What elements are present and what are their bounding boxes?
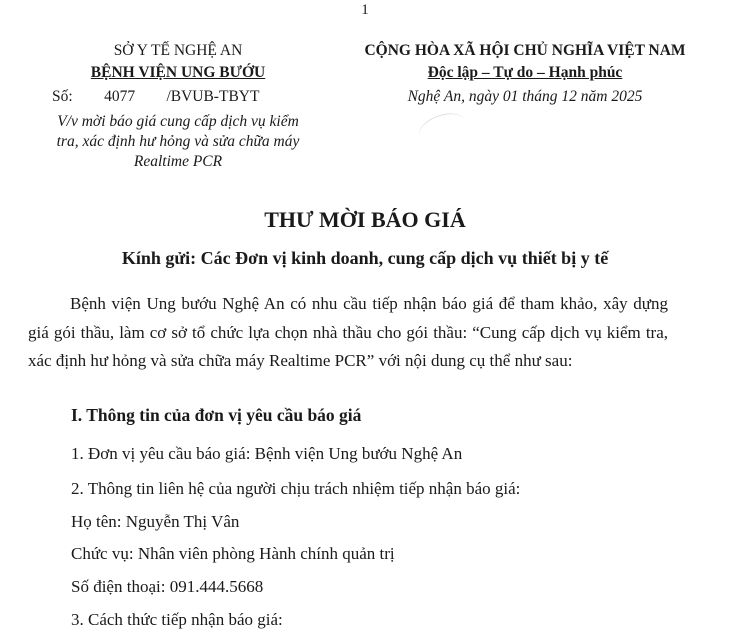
doc-number <box>52 88 259 106</box>
intro-paragraph: Bệnh viện Ung bướu Nghệ An có nhu cầu tiếp nhận báo giá để tham khảo, xây dựng giá gói thầu, làm cơ sở tổ chức lựa chọn nhà thầu cho gói thầu: “Cung cấp dịch vụ kiểm tra, xác định hư hỏng và sửa chữa máy Realtime PCR” với nội dung cụ thể như sau: <box>28 294 668 370</box>
document-title: THƯ MỜI BÁO GIÁ <box>264 207 466 232</box>
contact-name: Họ tên: Nguyễn Thị Vân <box>71 512 240 531</box>
nation-heading: CỘNG HÒA XÃ HỘI CHỦ NGHĨA VIỆT NAM <box>364 42 686 59</box>
hospital-name: BỆNH VIỆN UNG BƯỚU <box>90 64 266 81</box>
doc-number-suffix: /BVUB-TBYT <box>166 88 260 105</box>
subject-line-2: tra, xác định hư hỏng và sửa chữa máy <box>56 133 300 150</box>
section-1-heading: I. Thông tin của đơn vị yêu cầu báo giá <box>71 405 362 425</box>
motto: Độc lập – Tự do – Hạnh phúc <box>427 64 623 81</box>
section-1-item-3: 3. Cách thức tiếp nhận báo giá: <box>71 610 283 629</box>
place-date: Nghệ An, ngày 01 tháng 12 năm 2025 <box>407 88 643 105</box>
section-1-item-2: 2. Thông tin liên hệ của người chịu trách nhiệm tiếp nhận báo giá: <box>71 479 521 498</box>
faint-mark <box>415 108 469 150</box>
page-number: 1 <box>361 2 369 18</box>
subject-line-3: Realtime PCR <box>133 153 223 170</box>
doc-number-value: 4077 <box>104 88 136 105</box>
contact-phone: Số điện thoại: 091.444.5668 <box>71 577 264 596</box>
department-name: SỞ Y TẾ NGHỆ AN <box>113 42 243 59</box>
subject-line-1: V/v mời báo giá cung cấp dịch vụ kiểm <box>57 113 299 130</box>
doc-number-prefix: Số: <box>52 88 73 105</box>
contact-position: Chức vụ: Nhân viên phòng Hành chính quản trị <box>71 544 395 563</box>
section-1-item-1: 1. Đơn vị yêu cầu báo giá: Bệnh viện Ung bướu Nghệ An <box>71 444 463 463</box>
greeting: Kính gửi: Các Đơn vị kinh doanh, cung cấp dịch vụ thiết bị y tế <box>121 248 609 268</box>
